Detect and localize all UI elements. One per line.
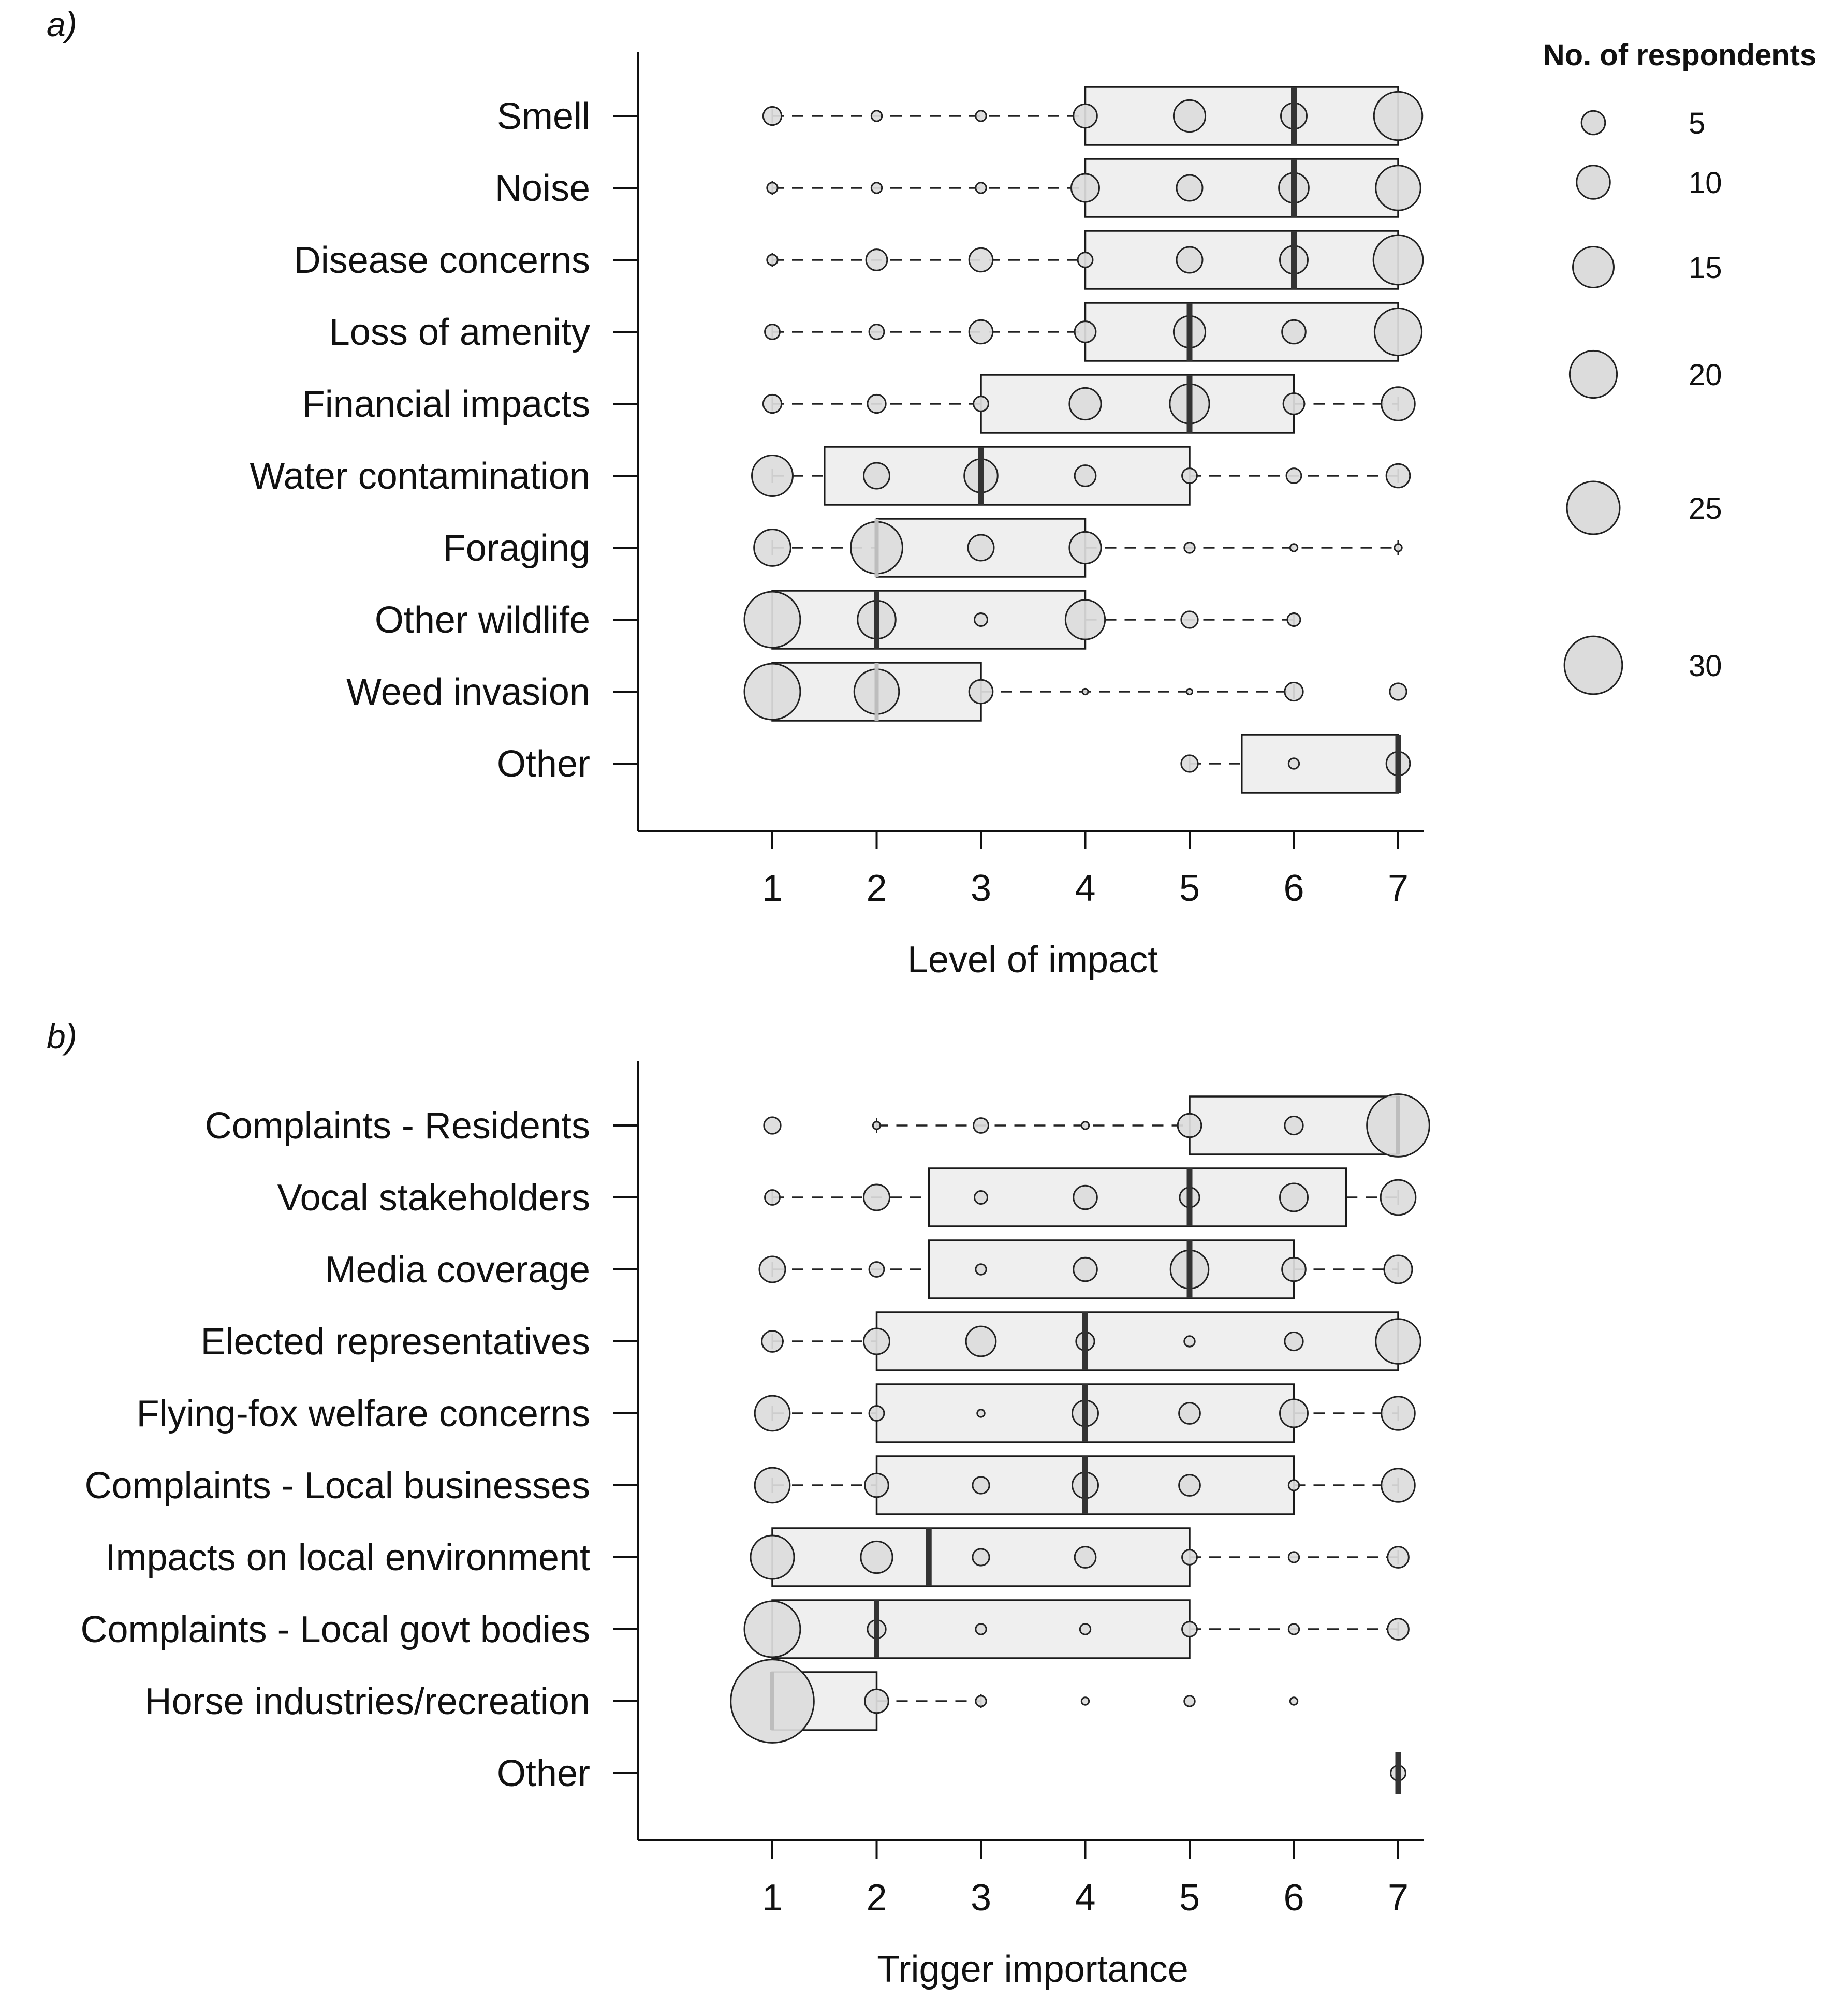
- x-tick-label: 4: [1075, 1877, 1096, 1919]
- bubble: [1374, 308, 1421, 355]
- bubble: [1376, 1319, 1421, 1364]
- category-label: Complaints - Residents: [204, 1105, 590, 1147]
- bubble: [1075, 321, 1096, 343]
- bubble: [966, 1326, 996, 1356]
- box: [1086, 159, 1399, 217]
- bubble: [1184, 543, 1195, 553]
- bubble: [1288, 1552, 1299, 1562]
- category-label: Other: [496, 1753, 590, 1794]
- row-a-loss-of-amenity: [329, 303, 1422, 361]
- bubble: [976, 1624, 986, 1634]
- bubble: [1285, 1332, 1303, 1350]
- category-label: Weed invasion: [346, 671, 590, 713]
- panel-b-rows: [80, 1094, 1429, 1794]
- x-tick-label: 5: [1179, 868, 1200, 909]
- x-tick-label: 6: [1283, 868, 1304, 909]
- row-b-complaints-local-govt-bodies: [80, 1600, 1409, 1658]
- row-b-media-coverage: [325, 1240, 1412, 1298]
- bubble: [1184, 1336, 1195, 1347]
- bubble: [869, 1262, 884, 1277]
- bubble: [1178, 1114, 1201, 1137]
- legend-label: 30: [1689, 649, 1722, 683]
- bubble: [1288, 1480, 1299, 1490]
- bubble: [1177, 175, 1202, 201]
- bubble: [1382, 1469, 1415, 1502]
- row-a-foraging: [443, 519, 1402, 577]
- bubble: [976, 1696, 986, 1706]
- panel-b-tag: b): [47, 1017, 77, 1056]
- box: [1242, 735, 1398, 793]
- bubble: [1081, 1122, 1089, 1129]
- legend-label: 20: [1689, 358, 1722, 392]
- bubble: [1384, 1255, 1412, 1283]
- bubble: [1381, 1180, 1416, 1215]
- bubble: [1373, 235, 1423, 285]
- bubble: [1075, 1547, 1096, 1568]
- bubble: [1386, 464, 1410, 488]
- bubble: [1081, 1698, 1089, 1705]
- row-b-impacts-on-local-environment: [106, 1528, 1409, 1586]
- row-a-weed-invasion: [346, 663, 1406, 721]
- bubble: [969, 320, 993, 344]
- legend-bubble: [1581, 111, 1605, 135]
- category-label: Disease concerns: [294, 240, 590, 281]
- bubble: [1074, 104, 1097, 128]
- bubble: [864, 1328, 890, 1354]
- bubble: [744, 592, 800, 648]
- x-tick-label: 1: [761, 1877, 783, 1919]
- bubble: [969, 680, 993, 704]
- row-b-complaints-local-businesses: [85, 1456, 1415, 1514]
- bubble: [754, 530, 791, 566]
- bubble: [1286, 469, 1301, 484]
- bubble: [1069, 532, 1101, 563]
- legend-title: No. of respondents: [1543, 38, 1817, 72]
- row-a-other: [497, 735, 1410, 793]
- bubble: [1082, 689, 1088, 694]
- bubble: [755, 1396, 790, 1431]
- row-b-complaints-residents: [205, 1094, 1430, 1157]
- bubble: [1382, 387, 1415, 421]
- bubble: [1184, 1696, 1195, 1706]
- bubble: [1282, 1257, 1306, 1281]
- bubble: [1182, 1550, 1197, 1565]
- panel-a-rows: [250, 87, 1422, 793]
- legend-label: 25: [1689, 492, 1722, 525]
- legend-bubble: [1570, 350, 1617, 398]
- bubble: [976, 111, 986, 121]
- bubble: [1181, 611, 1198, 628]
- bubble: [1290, 1698, 1297, 1705]
- category-label: Complaints - Local govt bodies: [80, 1609, 590, 1650]
- x-tick-label: 6: [1283, 1877, 1304, 1919]
- category-label: Other: [496, 743, 590, 785]
- x-tick-label: 2: [866, 1877, 887, 1919]
- bubble: [975, 1191, 988, 1204]
- bubble: [1287, 613, 1300, 626]
- row-a-other-wildlife: [375, 591, 1300, 649]
- legend-label: 10: [1689, 166, 1722, 200]
- bubble: [767, 183, 778, 193]
- category-label: Complaints - Local businesses: [84, 1465, 590, 1506]
- bubble: [866, 250, 887, 271]
- bubble: [1390, 683, 1406, 700]
- bubble: [865, 1689, 889, 1713]
- bubble: [1382, 1397, 1415, 1430]
- legend-label: 5: [1689, 107, 1706, 140]
- bubble: [975, 613, 988, 626]
- bubble: [1078, 253, 1093, 268]
- bubble: [969, 248, 993, 272]
- row-a-noise: [495, 159, 1420, 217]
- category-label: Horse industries/recreation: [144, 1681, 590, 1722]
- bubble: [1283, 393, 1304, 415]
- bubble: [1177, 247, 1202, 273]
- bubble: [765, 1190, 780, 1205]
- row-a-water-contamination: [250, 447, 1410, 505]
- bubble: [744, 1601, 800, 1657]
- bubble: [767, 255, 778, 265]
- row-b-vocal-stakeholders: [277, 1168, 1416, 1226]
- bubble: [1182, 469, 1197, 484]
- bubble: [968, 535, 994, 561]
- bubble: [1080, 1624, 1090, 1634]
- bubble: [1395, 544, 1402, 551]
- box: [877, 1312, 1399, 1370]
- x-tick-label: 2: [866, 868, 887, 909]
- x-tick-label: 1: [761, 868, 783, 909]
- bubble: [1288, 758, 1299, 769]
- bubble: [871, 111, 882, 121]
- bubble: [869, 325, 884, 340]
- row-b-other: [497, 1752, 1406, 1794]
- bubble: [974, 397, 989, 412]
- bubble: [865, 1473, 889, 1497]
- bubble: [1069, 388, 1101, 419]
- bubble: [974, 1118, 989, 1133]
- category-label: Financial impacts: [302, 384, 590, 425]
- legend-bubble: [1564, 636, 1622, 694]
- bubble: [1376, 166, 1421, 211]
- bubble: [1179, 1403, 1200, 1424]
- bubble: [1285, 1116, 1303, 1134]
- bubble: [763, 394, 781, 413]
- category-label: Noise: [494, 168, 590, 209]
- x-tick-label: 4: [1075, 868, 1096, 909]
- bubble: [973, 1477, 989, 1494]
- bubble: [976, 1264, 986, 1275]
- box: [1086, 231, 1399, 289]
- row-b-flying-fox-welfare-concerns: [137, 1384, 1415, 1442]
- bubble: [1174, 100, 1205, 131]
- bubble: [764, 1117, 781, 1134]
- x-tick-label: 3: [970, 868, 992, 909]
- bubble: [762, 1331, 783, 1352]
- bubble: [1288, 1624, 1299, 1634]
- bubble: [868, 394, 886, 413]
- bubble: [763, 107, 781, 125]
- bubble: [1374, 92, 1422, 140]
- row-a-smell: [497, 87, 1422, 145]
- category-label: Media coverage: [325, 1249, 590, 1291]
- bubble: [1388, 1619, 1409, 1640]
- category-label: Loss of amenity: [329, 312, 590, 353]
- panel-b: [47, 1017, 1429, 1990]
- x-tick-label: 5: [1179, 1877, 1200, 1919]
- bubble: [1280, 1183, 1308, 1211]
- panel-a-xticks: [762, 831, 1409, 909]
- row-b-horse-industries-recreation: [145, 1660, 1298, 1743]
- bubble: [1285, 682, 1303, 700]
- bubble: [977, 1410, 985, 1417]
- row-b-elected-representatives: [201, 1312, 1421, 1370]
- bubble: [1179, 1475, 1200, 1496]
- x-tick-label: 7: [1387, 1877, 1409, 1919]
- category-label: Vocal stakeholders: [277, 1177, 590, 1219]
- category-label: Other wildlife: [374, 599, 590, 641]
- bubble: [976, 183, 986, 193]
- panel-a-x-title: Level of impact: [907, 939, 1158, 981]
- bubble: [1181, 755, 1198, 772]
- bubble: [1282, 320, 1306, 344]
- box: [1086, 303, 1399, 361]
- bubble: [1186, 689, 1192, 694]
- category-label: Water contamination: [250, 456, 590, 497]
- bubble: [1280, 1399, 1308, 1427]
- bubble: [765, 325, 780, 340]
- x-tick-label: 7: [1387, 868, 1409, 909]
- box: [1086, 87, 1399, 145]
- bubble: [1182, 1622, 1197, 1637]
- bubble: [1074, 1186, 1097, 1209]
- bubble: [1388, 1547, 1409, 1568]
- bubble: [1065, 600, 1105, 639]
- bubble: [869, 1406, 884, 1421]
- bubble: [973, 1549, 989, 1566]
- row-a-financial-impacts: [302, 375, 1415, 433]
- bubble: [1290, 544, 1297, 551]
- category-label: Flying-fox welfare concerns: [136, 1393, 590, 1435]
- box: [772, 591, 1086, 649]
- row-a-disease-concerns: [294, 231, 1423, 289]
- legend-label: 15: [1689, 251, 1722, 285]
- legend-bubble: [1573, 246, 1614, 287]
- bubble: [1074, 1257, 1097, 1281]
- legend: [1543, 38, 1816, 694]
- box: [981, 375, 1294, 433]
- bubble: [751, 1535, 794, 1579]
- bubble: [1072, 174, 1099, 202]
- panel-b-xticks: [762, 1840, 1409, 1919]
- bubble: [1075, 465, 1096, 487]
- bubble: [755, 1468, 790, 1503]
- bubble: [864, 1184, 890, 1210]
- bubble: [861, 1541, 892, 1573]
- legend-bubble: [1577, 166, 1610, 199]
- category-label: Foraging: [443, 528, 590, 569]
- bubble: [873, 1122, 880, 1129]
- bubble: [744, 664, 800, 720]
- category-label: Impacts on local environment: [105, 1537, 590, 1578]
- category-label: Elected representatives: [200, 1321, 590, 1363]
- bubble: [752, 455, 793, 496]
- x-tick-label: 3: [970, 1877, 992, 1919]
- bubble: [871, 183, 882, 193]
- panel-a-tag: a): [47, 5, 77, 43]
- legend-items: [1564, 107, 1722, 694]
- panel-b-x-title: Trigger importance: [877, 1949, 1189, 1990]
- category-label: Smell: [496, 96, 590, 137]
- bubble: [864, 463, 890, 489]
- panel-a: [47, 5, 1424, 981]
- legend-bubble: [1567, 481, 1620, 534]
- bubble: [759, 1256, 785, 1282]
